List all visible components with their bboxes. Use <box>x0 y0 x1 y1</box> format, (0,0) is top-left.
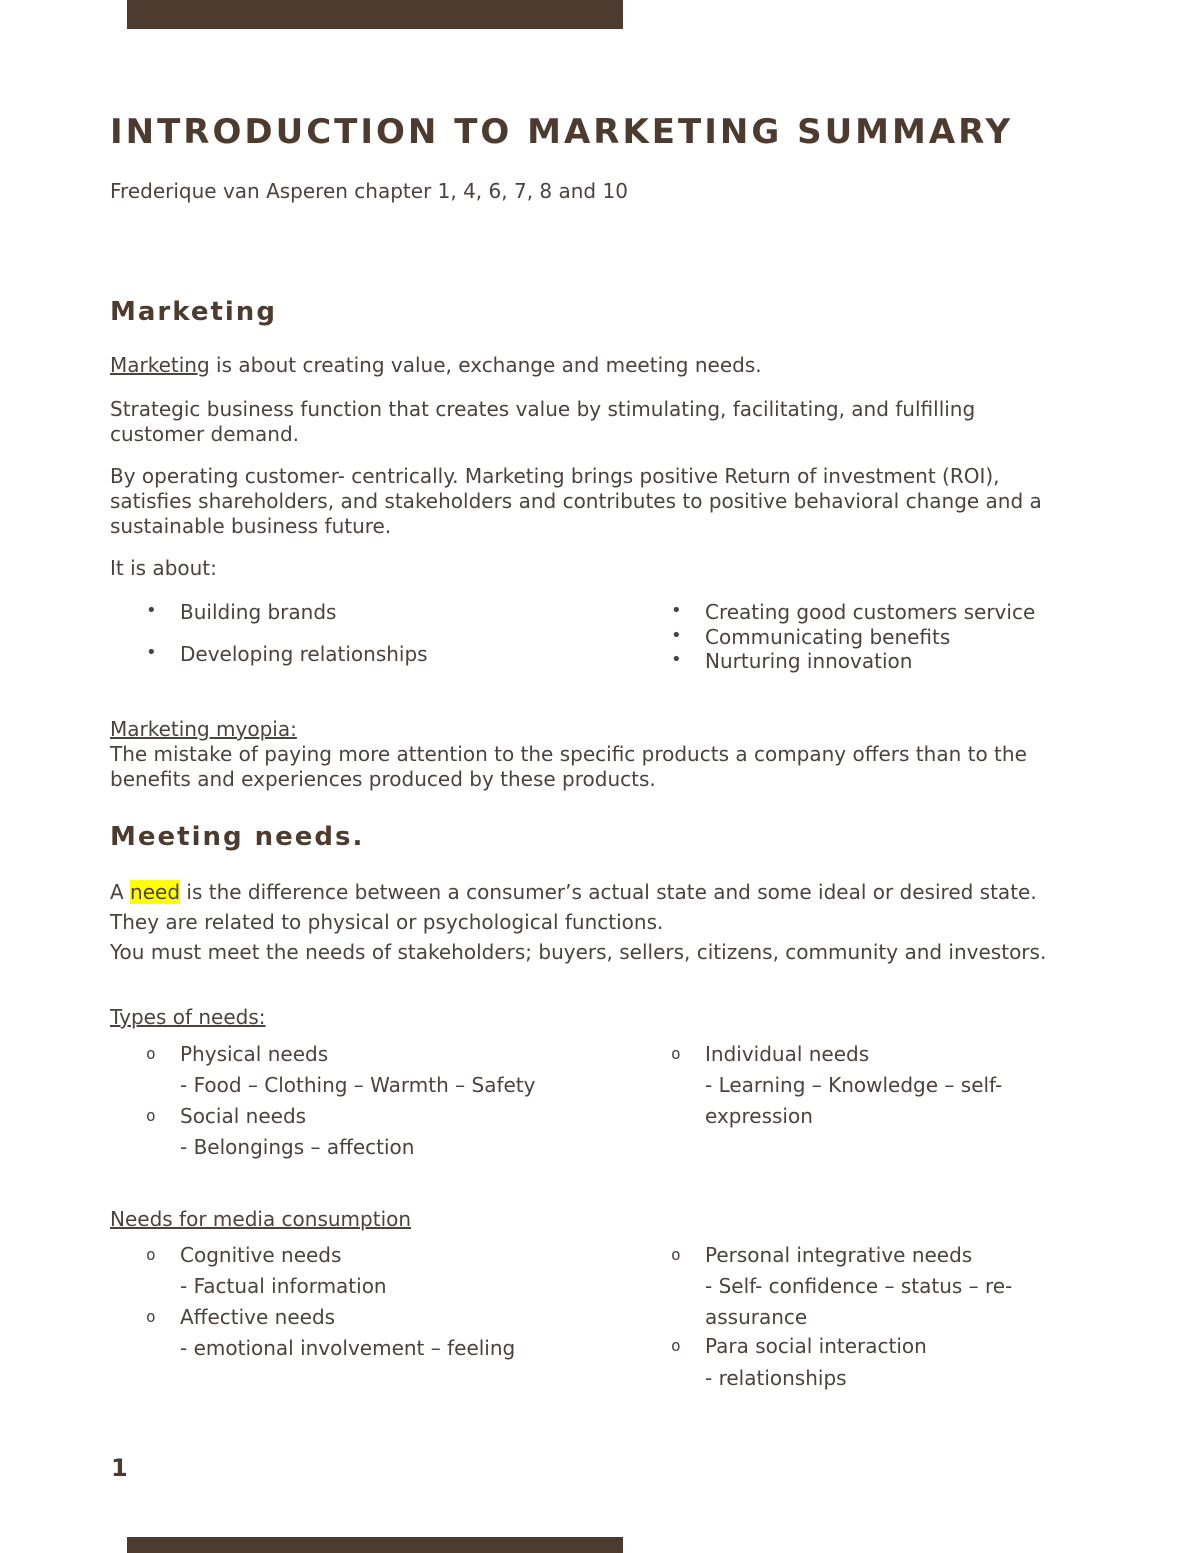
types-title-text: Types of needs: <box>110 1005 266 1029</box>
section-heading-marketing: Marketing <box>110 297 277 327</box>
media-need-label: Affective needs <box>180 1305 336 1329</box>
bullet-icon: • <box>671 649 682 670</box>
circle-bullet-icon: o <box>146 1245 156 1264</box>
bottom-decorative-bar <box>127 1537 623 1553</box>
media-need-label: Para social interaction <box>705 1334 927 1358</box>
bullet-item <box>146 600 337 624</box>
media-need-detail: - Self- confidence – status – re- <box>705 1274 1013 1298</box>
circle-bullet-icon: o <box>671 1245 681 1264</box>
circle-bullet-icon: o <box>146 1106 156 1125</box>
bullet-text: Communicating benefits <box>705 625 951 649</box>
needs-para-rest: is the difference between a consumer’s actual state and some ideal or desired state. They are related to physical or psychological functions. <box>110 880 1037 934</box>
need-type-item <box>671 1042 870 1066</box>
marketing-paragraph-3: By operating customer- centrically. Marketing brings positive Return of investment (ROI), satisfies shareholders, and stakeholders and contributes to positive behavioral change and a sustainable business future. <box>110 464 1042 538</box>
marketing-myopia-title <box>110 717 1070 742</box>
needs-paragraph-1 <box>110 877 1070 937</box>
media-need-detail: - emotional involvement – feeling <box>180 1336 516 1360</box>
page-number: 1 <box>111 1454 128 1482</box>
marketing-term: Marketing <box>110 353 210 377</box>
media-need-detail: - relationships <box>705 1366 847 1390</box>
need-type-item <box>146 1104 307 1128</box>
circle-bullet-icon: o <box>146 1044 156 1063</box>
marketing-definition-text: is about creating value, exchange and meeting needs. <box>209 353 762 377</box>
document-subtitle: Frederique van Asperen chapter 1, 4, 6, 7, 8 and 10 <box>110 179 628 203</box>
media-need-item <box>146 1243 342 1267</box>
needs-paragraph-2: You must meet the needs of stakeholders; buyers, sellers, citizens, community and investors. <box>110 940 1047 964</box>
needs-para-start: A <box>110 880 131 904</box>
need-type-label: Social needs <box>180 1104 307 1128</box>
need-type-label: Physical needs <box>180 1042 329 1066</box>
need-type-label: Individual needs <box>705 1042 870 1066</box>
marketing-definition <box>110 353 1070 378</box>
bullet-item <box>671 600 1036 624</box>
media-need-label: Cognitive needs <box>180 1243 342 1267</box>
document-title: INTRODUCTION TO MARKETING SUMMARY <box>110 112 1014 152</box>
bullet-icon: • <box>671 625 682 646</box>
bullet-icon: • <box>146 600 157 621</box>
circle-bullet-icon: o <box>671 1044 681 1063</box>
top-decorative-bar <box>127 0 623 29</box>
bullet-icon: • <box>146 642 157 663</box>
need-type-item <box>146 1042 329 1066</box>
need-type-detail: - Learning – Knowledge – self- <box>705 1073 1003 1097</box>
media-need-detail: assurance <box>705 1305 808 1329</box>
media-need-item <box>671 1243 973 1267</box>
bullet-text: Creating good customers service <box>705 600 1036 624</box>
section-heading-meeting-needs: Meeting needs. <box>110 822 365 852</box>
bullet-text: Nurturing innovation <box>705 649 913 673</box>
circle-bullet-icon: o <box>146 1307 156 1326</box>
need-type-detail: expression <box>705 1104 813 1128</box>
media-title-text: Needs for media consumption <box>110 1207 412 1231</box>
circle-bullet-icon: o <box>671 1336 681 1355</box>
media-need-label: Personal integrative needs <box>705 1243 973 1267</box>
bullet-icon: • <box>671 600 682 621</box>
marketing-about-intro: It is about: <box>110 556 217 580</box>
media-need-detail: - Factual information <box>180 1274 387 1298</box>
bullet-item <box>671 649 913 673</box>
media-need-item <box>671 1334 927 1358</box>
media-need-item <box>146 1305 336 1329</box>
need-type-detail: - Belongings – affection <box>180 1135 415 1159</box>
bullet-text: Building brands <box>180 600 337 624</box>
need-highlight: need <box>130 880 181 904</box>
need-type-detail: - Food – Clothing – Warmth – Safety <box>180 1073 536 1097</box>
bullet-item <box>671 625 951 649</box>
bullet-text: Developing relationships <box>180 642 428 666</box>
bullet-item <box>146 642 428 666</box>
myopia-title-text: Marketing myopia: <box>110 717 297 741</box>
marketing-paragraph-2: Strategic business function that creates value by stimulating, facilitating, and fulfilling customer demand. <box>110 397 976 446</box>
media-needs-title <box>110 1207 1070 1232</box>
marketing-myopia-text: The mistake of paying more attention to the specific products a company offers than to the benefits and experiences produced by these products. <box>110 742 1027 791</box>
types-of-needs-title <box>110 1005 1070 1030</box>
